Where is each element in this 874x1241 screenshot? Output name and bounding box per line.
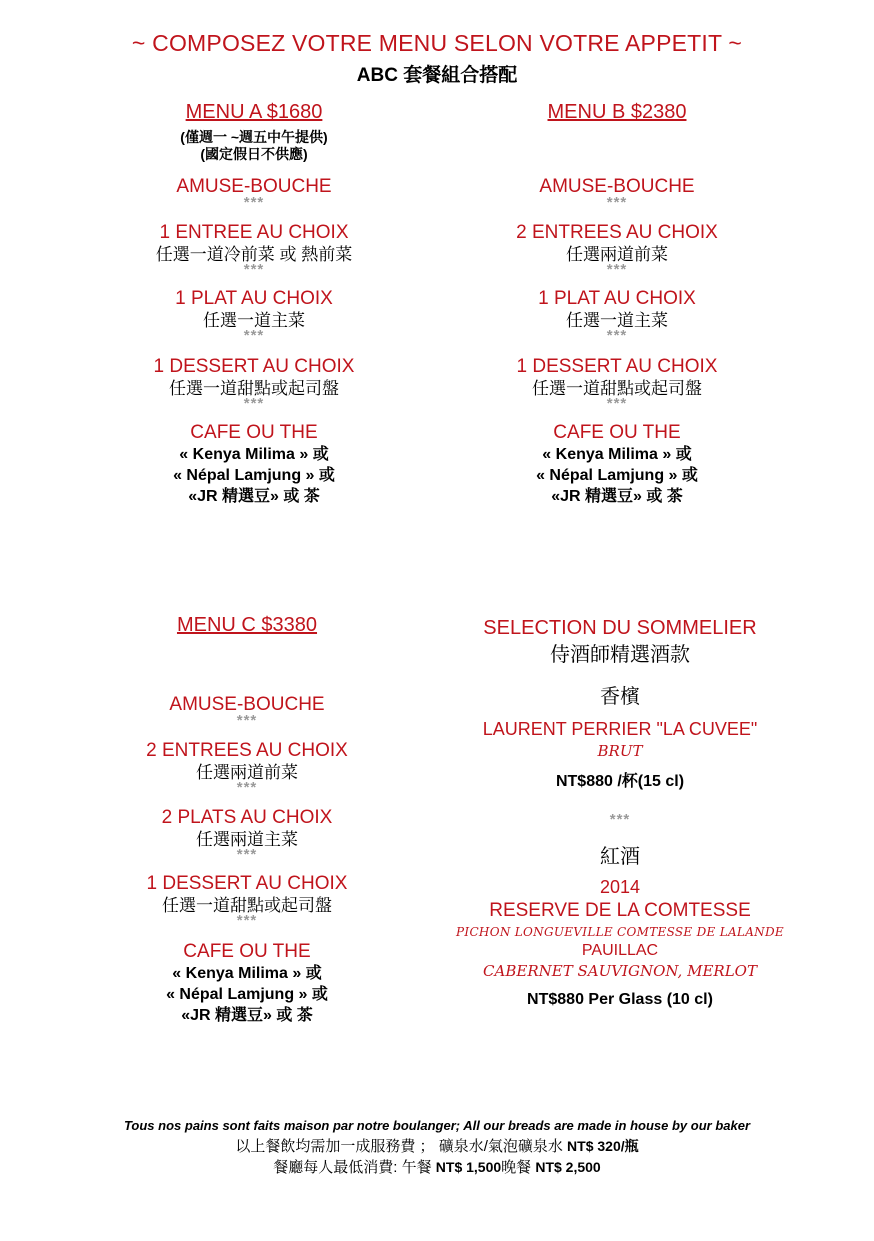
menu-a-cafe-1: « Kenya Milima » 或 bbox=[179, 446, 329, 463]
menu-c-dessert-fr: 1 DESSERT AU CHOIX bbox=[146, 873, 348, 894]
page-title: ~ COMPOSEZ VOTRE MENU SELON VOTRE APPETIT ~ bbox=[131, 30, 743, 56]
red-wine-heading: 紅酒 bbox=[600, 846, 640, 868]
menu-b-dessert-fr: 1 DESSERT AU CHOIX bbox=[516, 356, 718, 377]
footer bbox=[0, 1116, 874, 1178]
menu-a-entree-zh: 任選一道冷前菜 或 熱前菜 bbox=[155, 245, 353, 264]
menu-b-cafe-1: « Kenya Milima » 或 bbox=[542, 446, 692, 463]
red-wine-name: RESERVE DE LA COMTESSE bbox=[489, 900, 751, 921]
menu-c-cafe-2: « Népal Lamjung » 或 bbox=[166, 986, 328, 1003]
footer-service-note bbox=[0, 1136, 874, 1157]
champagne-price: NT$880 /杯(15 cl) bbox=[555, 773, 685, 790]
menu-b-plat-fr: 1 PLAT AU CHOIX bbox=[538, 288, 696, 309]
menu-b-cafe-3: «JR 精選豆» 或 茶 bbox=[551, 488, 683, 505]
sommelier-title-zh: 侍酒師精選酒款 bbox=[550, 644, 690, 666]
footer-minimum-label: 餐廳每人最低消費: 午餐 bbox=[273, 1159, 432, 1176]
menu-b-plat-zh: 任選一道主菜 bbox=[566, 311, 668, 330]
menu-c-column bbox=[93, 612, 401, 1026]
menu-c-amuse: AMUSE-BOUCHE bbox=[169, 694, 325, 715]
footer-bread-note: Tous nos pains sont faits maison par notre boulanger; All our breads are made in house by our baker bbox=[123, 1118, 751, 1133]
menu-b-dessert-zh: 任選一道甜點或起司盤 bbox=[532, 379, 702, 398]
separator-stars: *** bbox=[606, 395, 628, 412]
menu-c-dessert-zh: 任選一道甜點或起司盤 bbox=[162, 896, 332, 915]
menu-a-entree-fr: 1 ENTREE AU CHOIX bbox=[159, 222, 349, 243]
separator-stars: *** bbox=[606, 261, 628, 278]
red-wine-producer: PICHON LONGUEVILLE COMTESSE DE LALANDE bbox=[456, 925, 784, 939]
menu-b-entree-fr: 2 ENTREES AU CHOIX bbox=[516, 222, 718, 243]
footer-lunch-price: NT$ 1,500 bbox=[435, 1159, 502, 1175]
sommelier-column bbox=[440, 615, 800, 1011]
menu-b-title: MENU B $2380 bbox=[547, 101, 687, 123]
separator-stars: *** bbox=[236, 779, 258, 796]
separator-stars: *** bbox=[606, 194, 628, 211]
menu-a-dessert-fr: 1 DESSERT AU CHOIX bbox=[153, 356, 355, 377]
separator-stars: *** bbox=[236, 912, 258, 929]
champagne-type: BRUT bbox=[597, 742, 643, 760]
menu-c-cafe-fr: CAFE OU THE bbox=[183, 941, 311, 962]
menu-a-cafe-2: « Népal Lamjung » 或 bbox=[173, 467, 335, 484]
menu-c-plat-fr: 2 PLATS AU CHOIX bbox=[161, 807, 333, 828]
red-wine-grapes: CABERNET SAUVIGNON, MERLOT bbox=[483, 962, 757, 980]
menu-b-column bbox=[463, 99, 771, 507]
red-wine-price: NT$880 Per Glass (10 cl) bbox=[527, 991, 713, 1008]
menu-c-entree-fr: 2 ENTREES AU CHOIX bbox=[146, 740, 348, 761]
separator-stars: *** bbox=[243, 395, 265, 412]
menu-a-note-holiday: (國定假日不供應) bbox=[200, 146, 308, 162]
menu-b-amuse: AMUSE-BOUCHE bbox=[539, 176, 695, 197]
menu-b-cafe-fr: CAFE OU THE bbox=[553, 422, 681, 443]
footer-dinner-label: 晚餐 bbox=[501, 1159, 532, 1176]
champagne-heading: 香檳 bbox=[600, 686, 640, 708]
menu-b-entree-zh: 任選兩道前菜 bbox=[566, 245, 668, 264]
separator-stars: *** bbox=[609, 811, 631, 828]
separator-stars: *** bbox=[243, 327, 265, 344]
menu-a-plat-fr: 1 PLAT AU CHOIX bbox=[175, 288, 333, 309]
champagne-name: LAURENT PERRIER "LA CUVEE" bbox=[482, 719, 758, 739]
menu-c-plat-zh: 任選兩道主菜 bbox=[196, 830, 298, 849]
footer-dinner-price: NT$ 2,500 bbox=[535, 1159, 601, 1175]
menu-a-note-weekday: (僅週一 ~週五中午提供) bbox=[180, 129, 328, 145]
red-wine-region: PAUILLAC bbox=[581, 942, 659, 959]
menu-c-cafe-3: «JR 精選豆» 或 茶 bbox=[181, 1007, 313, 1024]
menu-c-cafe-1: « Kenya Milima » 或 bbox=[172, 965, 322, 982]
menu-a-dessert-zh: 任選一道甜點或起司盤 bbox=[169, 379, 339, 398]
menu-a-amuse: AMUSE-BOUCHE bbox=[176, 176, 332, 197]
footer-service-text: 以上餐飲均需加一成服務費 ； 礦泉水/氣泡礦泉水 bbox=[235, 1138, 563, 1155]
footer-minimum-spend bbox=[0, 1157, 874, 1178]
menu-a-plat-zh: 任選一道主菜 bbox=[203, 311, 305, 330]
separator-stars: *** bbox=[243, 194, 265, 211]
page-subtitle: ABC 套餐組合搭配 bbox=[356, 65, 518, 86]
separator-stars: *** bbox=[236, 846, 258, 863]
menu-c-title: MENU C $3380 bbox=[176, 614, 318, 636]
separator-stars: *** bbox=[606, 327, 628, 344]
separator-stars: *** bbox=[236, 712, 258, 729]
footer-water-price: NT$ 320/瓶 bbox=[567, 1138, 639, 1154]
separator-stars: *** bbox=[243, 261, 265, 278]
menu-b-cafe-2: « Népal Lamjung » 或 bbox=[536, 467, 698, 484]
red-wine-year: 2014 bbox=[599, 877, 641, 897]
menu-a-column bbox=[100, 99, 408, 507]
sommelier-title-fr: SELECTION DU SOMMELIER bbox=[483, 617, 757, 639]
menu-a-cafe-fr: CAFE OU THE bbox=[190, 422, 318, 443]
menu-a-title: MENU A $1680 bbox=[185, 101, 323, 123]
menu-c-entree-zh: 任選兩道前菜 bbox=[196, 763, 298, 782]
menu-a-cafe-3: «JR 精選豆» 或 茶 bbox=[188, 488, 320, 505]
